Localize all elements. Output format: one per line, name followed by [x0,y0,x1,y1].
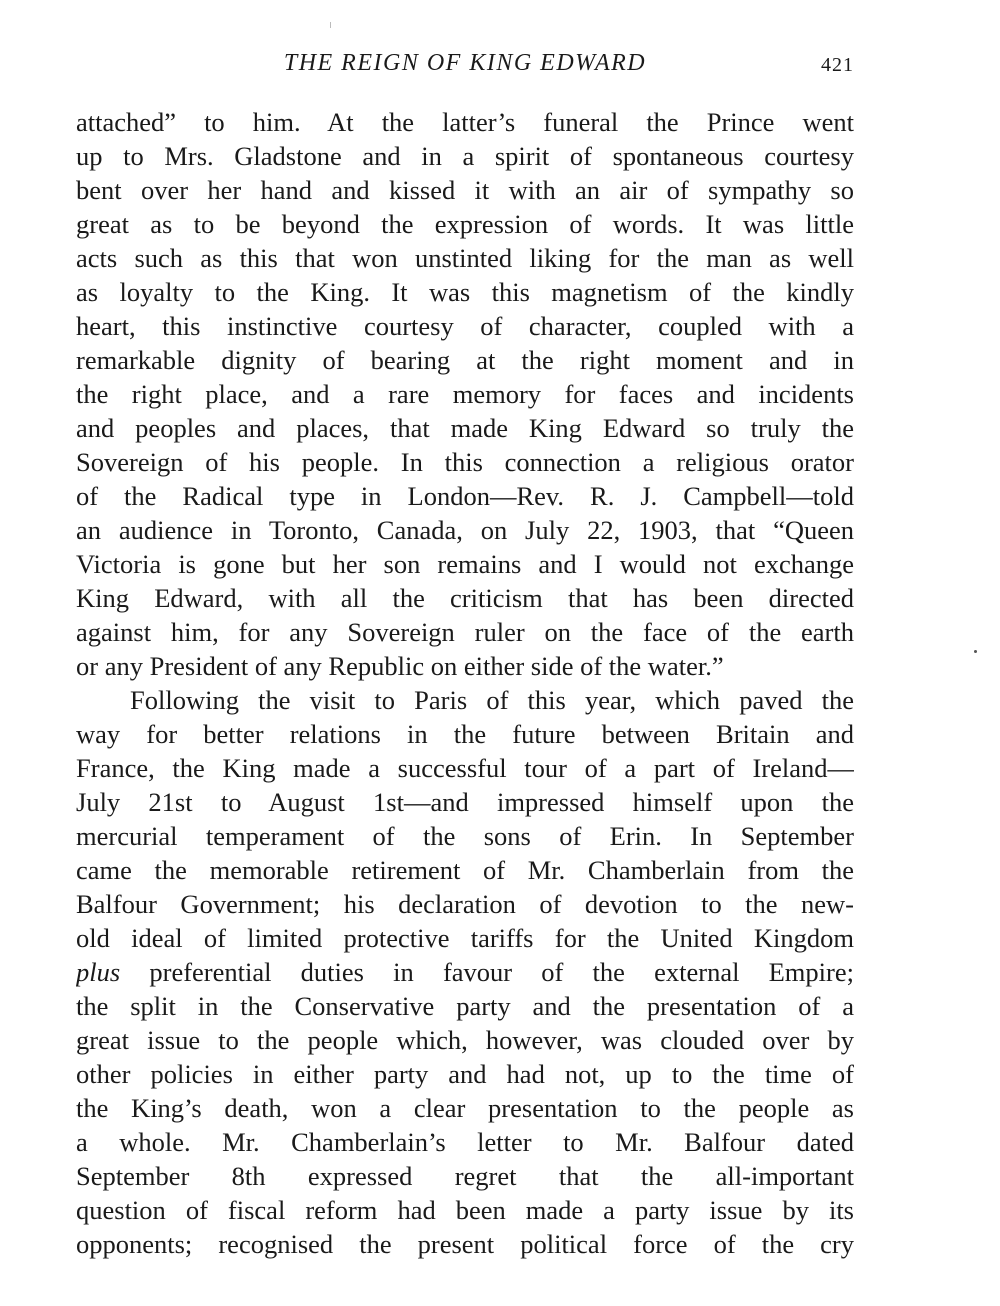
text-line: great issue to the people which, however, was clouded over by [76,1025,854,1055]
text-line: way for better relations in the future between Britain and [76,719,854,749]
body-text [76,105,854,1261]
text-line: acts such as this that won unstinted liking for the man as well [76,243,854,273]
text-line: the right place, and a rare memory for faces and incidents [76,379,854,409]
text-line: question of fiscal reform had been made a party issue by its [76,1195,854,1225]
text-line: up to Mrs. Gladstone and in a spirit of spontaneous courtesy [76,141,854,171]
text-line: Sovereign of his people. In this connection a religious orator [76,447,854,477]
text-line: of the Radical type in London—Rev. R. J. Campbell—told [76,481,854,511]
text-line: mercurial temperament of the sons of Erin. In September [76,821,854,851]
text-line-with-italic [76,955,854,989]
running-title: THE REIGN OF KING EDWARD [283,50,647,76]
text-line: July 21st to August 1st—and impressed himself upon the [76,787,854,817]
text-line: great as to be beyond the expression of words. It was little [76,209,854,239]
text-line: a whole. Mr. Chamberlain’s letter to Mr. Balfour dated [76,1127,854,1157]
text-line: Balfour Government; his declaration of devotion to the new- [76,889,854,919]
text-line: France, the King made a successful tour of a part of Ireland— [76,753,854,783]
text-line: the King’s death, won a clear presentation to the people as [76,1093,854,1123]
text-line: opponents; recognised the present political force of the cry [76,1229,854,1259]
text-line: as loyalty to the King. It was this magnetism of the kindly [76,277,854,307]
page-number: 421 [821,54,854,76]
running-head [76,50,854,82]
paragraph-end-line: or any President of any Republic on either side of the water.” [76,651,724,681]
text-line: September 8th expressed regret that the all-important [76,1161,854,1191]
text-line: against him, for any Sovereign ruler on the face of the earth [76,617,854,647]
italic-word: plus [76,957,121,987]
text-line: bent over her hand and kissed it with an air of sympathy so [76,175,854,205]
text-line: came the memorable retirement of Mr. Chamberlain from the [76,855,854,885]
text-line: attached” to him. At the latter’s funeral the Prince went [76,107,854,137]
text-line: remarkable dignity of bearing at the right moment and in [76,345,854,375]
text-line: an audience in Toronto, Canada, on July 22, 1903, that “Queen [76,515,854,545]
text-line: other policies in either party and had not, up to the time of [76,1059,854,1089]
paragraph-start-line: Following the visit to Paris of this year, which paved the [130,685,854,715]
text-line: heart, this instinctive courtesy of character, coupled with a [76,311,854,341]
line-continuation: preferential duties in favour of the external Empire; [120,957,854,987]
text-line: King Edward, with all the criticism that has been directed [76,583,854,613]
text-line: the split in the Conservative party and the presentation of a [76,991,854,1021]
ink-speck [974,650,977,653]
text-line: Victoria is gone but her son remains and I would not exchange [76,549,854,579]
text-line: old ideal of limited protective tariffs for the United Kingdom [76,923,854,953]
print-mark [330,22,331,28]
text-line: and peoples and places, that made King Edward so truly the [76,413,854,443]
